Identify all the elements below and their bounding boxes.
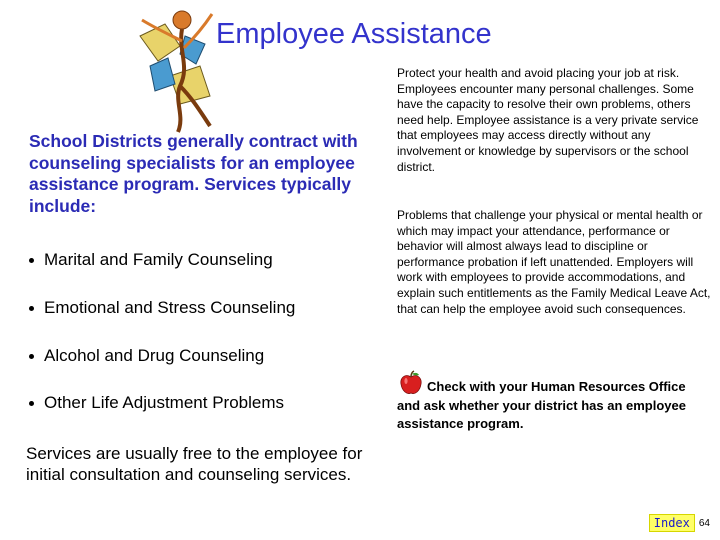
callout-text: Check with your Human Resources Office and ask whether your district has an employee assistance program.: [397, 379, 686, 431]
bullet-icon: [29, 258, 34, 263]
index-link[interactable]: Index: [649, 514, 695, 532]
dancing-figure-clipart: [130, 6, 220, 136]
intro-text: School Districts generally contract with counseling specialists for an employee assistance program. Services typically include:: [29, 131, 358, 216]
page-title: Employee Assistance: [216, 18, 492, 50]
footer: [649, 514, 710, 532]
list-item: Alcohol and Drug Counseling: [26, 346, 376, 366]
list-item: Marital and Family Counseling: [26, 250, 376, 270]
list-item: Emotional and Stress Counseling: [26, 298, 376, 318]
paragraph-health: Protect your health and avoid placing your job at risk. Employees encounter many personal challenges. Some have the capacity to resolve their own problems, others need help. Employee assistance is a very private service that employees may access directly without any involvement or knowledge by supervisors or the school district.: [397, 66, 699, 174]
services-list: [26, 250, 376, 441]
page-number: 64: [698, 517, 710, 529]
bullet-icon: [29, 306, 34, 311]
paragraph-problems: Problems that challenge your physical or mental health or which may impact your attendance, performance or behavior will almost always lead to discipline or performance probation if left unattended. Employers will work with employees to provide accommodations, and explain such entitlements as the Family Medical Leave Act, that can help the employee avoid such consequences.: [397, 208, 711, 316]
bullet-icon: [29, 401, 34, 406]
bullet-icon: [29, 354, 34, 359]
closing-text: Services are usually free to the employee for initial consultation and counseling services.: [26, 444, 363, 484]
list-item: Other Life Adjustment Problems: [26, 393, 376, 413]
